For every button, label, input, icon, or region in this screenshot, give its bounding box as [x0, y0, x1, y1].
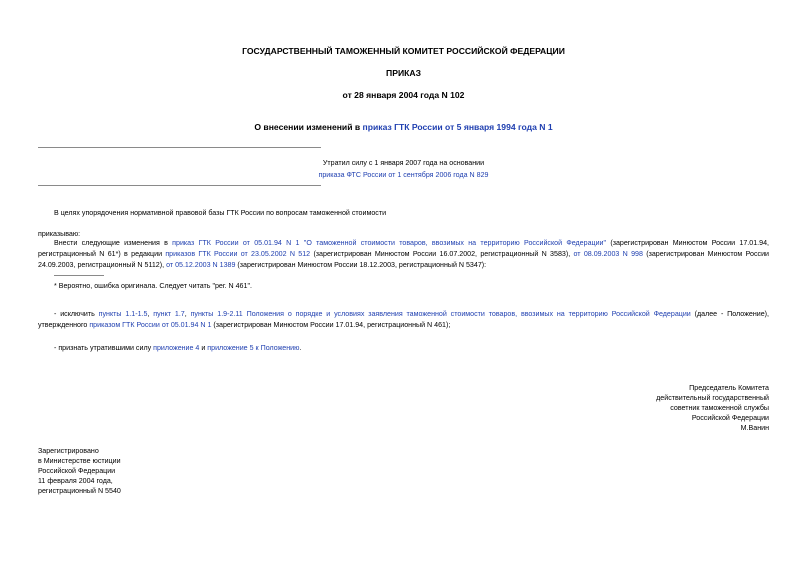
registration-line: 11 февраля 2004 года,: [38, 477, 113, 485]
item1-link-points-1-9[interactable]: пункты 1.9-2.11 Положения о порядке и условиях заявления таможенной стоимости товаров, ввозимых на территорию Российской Федерации: [190, 310, 691, 318]
item1-text-2: ,: [147, 310, 154, 318]
item-repeal: [54, 343, 301, 353]
notice-line: Утратил силу с 1 января 2007 года на основании: [322, 159, 485, 167]
item2-text-1: - признать утратившими силу: [54, 344, 154, 352]
item2-text-2: и: [199, 344, 208, 352]
notice-rule-top: [38, 147, 321, 148]
order-word: приказываю:: [38, 230, 81, 238]
p1-text-2: (зарегистрирован Минюстом России 17.01.94, регистрационный N 61*) в редакции: [38, 239, 769, 258]
p1-link-order-512[interactable]: приказов ГТК России от 23.05.2002 N 512: [165, 250, 311, 258]
p1-text-4: (зарегистрирован Минюстом России 24.09.2003, регистрационный N 5112),: [38, 250, 770, 269]
agency-title: ГОСУДАРСТВЕННЫЙ ТАМОЖЕННЫЙ КОМИТЕТ РОССИЙСКОЙ ФЕДЕРАЦИИ: [242, 46, 565, 56]
registration-line: в Министерстве юстиции: [38, 457, 121, 465]
doc-subject: [0, 122, 807, 132]
doc-date-number: от 28 января 2004 года N 102: [342, 90, 465, 100]
p1-link-order-1389[interactable]: от 05.12.2003 N 1389: [166, 261, 236, 269]
p1-text-5: (зарегистрирован Минюстом России 18.12.2003, регистрационный N 5347):: [235, 261, 487, 269]
item-exclude: [38, 309, 769, 331]
item1-link-point-1-7[interactable]: пункт 1.7: [153, 310, 185, 318]
signature-line: действительный государственный: [656, 394, 769, 402]
notice-link[interactable]: приказа ФТС России от 1 сентября 2006 года N 829: [318, 171, 489, 179]
item2-link-appendix-4[interactable]: приложение 4: [153, 344, 200, 352]
p1-text-1: Внести следующие изменения в: [54, 239, 173, 247]
footnote-rule: [54, 275, 104, 276]
item2-text-3: .: [299, 344, 302, 352]
p1-text-3: (зарегистрирован Минюстом России 16.07.2002, регистрационный N 3583),: [310, 250, 574, 258]
p1-link-order-1[interactable]: приказ ГТК России от 05.01.94 N 1 "О таможенной стоимости товаров, ввозимых на территорию Российской Федерации": [172, 239, 607, 247]
item2-link-appendix-5[interactable]: приложение 5 к Положению: [207, 344, 300, 352]
paragraph-changes: [38, 238, 769, 271]
registration-line: Российской Федерации: [38, 467, 116, 475]
item1-link-order[interactable]: приказом ГТК России от 05.01.94 N 1: [89, 321, 212, 329]
registration-line: регистрационный N 5540: [38, 487, 121, 495]
footnote: * Вероятно, ошибка оригинала. Следует читать "рег. N 461".: [54, 282, 252, 290]
item1-link-points-1[interactable]: пункты 1.1-1.5: [98, 310, 148, 318]
notice-rule-bottom: [38, 185, 321, 186]
doc-type-title: ПРИКАЗ: [386, 68, 421, 78]
signature-block: [656, 383, 769, 433]
subject-link[interactable]: приказ ГТК России от 5 января 1994 года N 1: [362, 122, 553, 132]
item1-text-1: - исключить: [54, 310, 99, 318]
p1-link-order-998[interactable]: от 08.09.2003 N 998: [573, 250, 643, 258]
item1-text-5: (зарегистрирован Минюстом России 17.01.94, регистрационный N 461);: [211, 321, 451, 329]
registration-line: Зарегистрировано: [38, 447, 99, 455]
subject-prefix: О внесении изменений в: [254, 122, 363, 132]
signature-name: М.Ванин: [740, 424, 769, 432]
item1-text-3: ,: [184, 310, 191, 318]
signature-line: Российской Федерации: [691, 414, 769, 422]
signature-line: Председатель Комитета: [689, 384, 769, 392]
intro-text: В целях упорядочения нормативной правовой базы ГТК России по вопросам таможенной стоимости: [54, 209, 387, 217]
registration-block: [38, 446, 121, 496]
signature-line: советник таможенной службы: [670, 404, 769, 412]
item1-text-4: (далее - Положение), утвержденного: [38, 310, 769, 329]
